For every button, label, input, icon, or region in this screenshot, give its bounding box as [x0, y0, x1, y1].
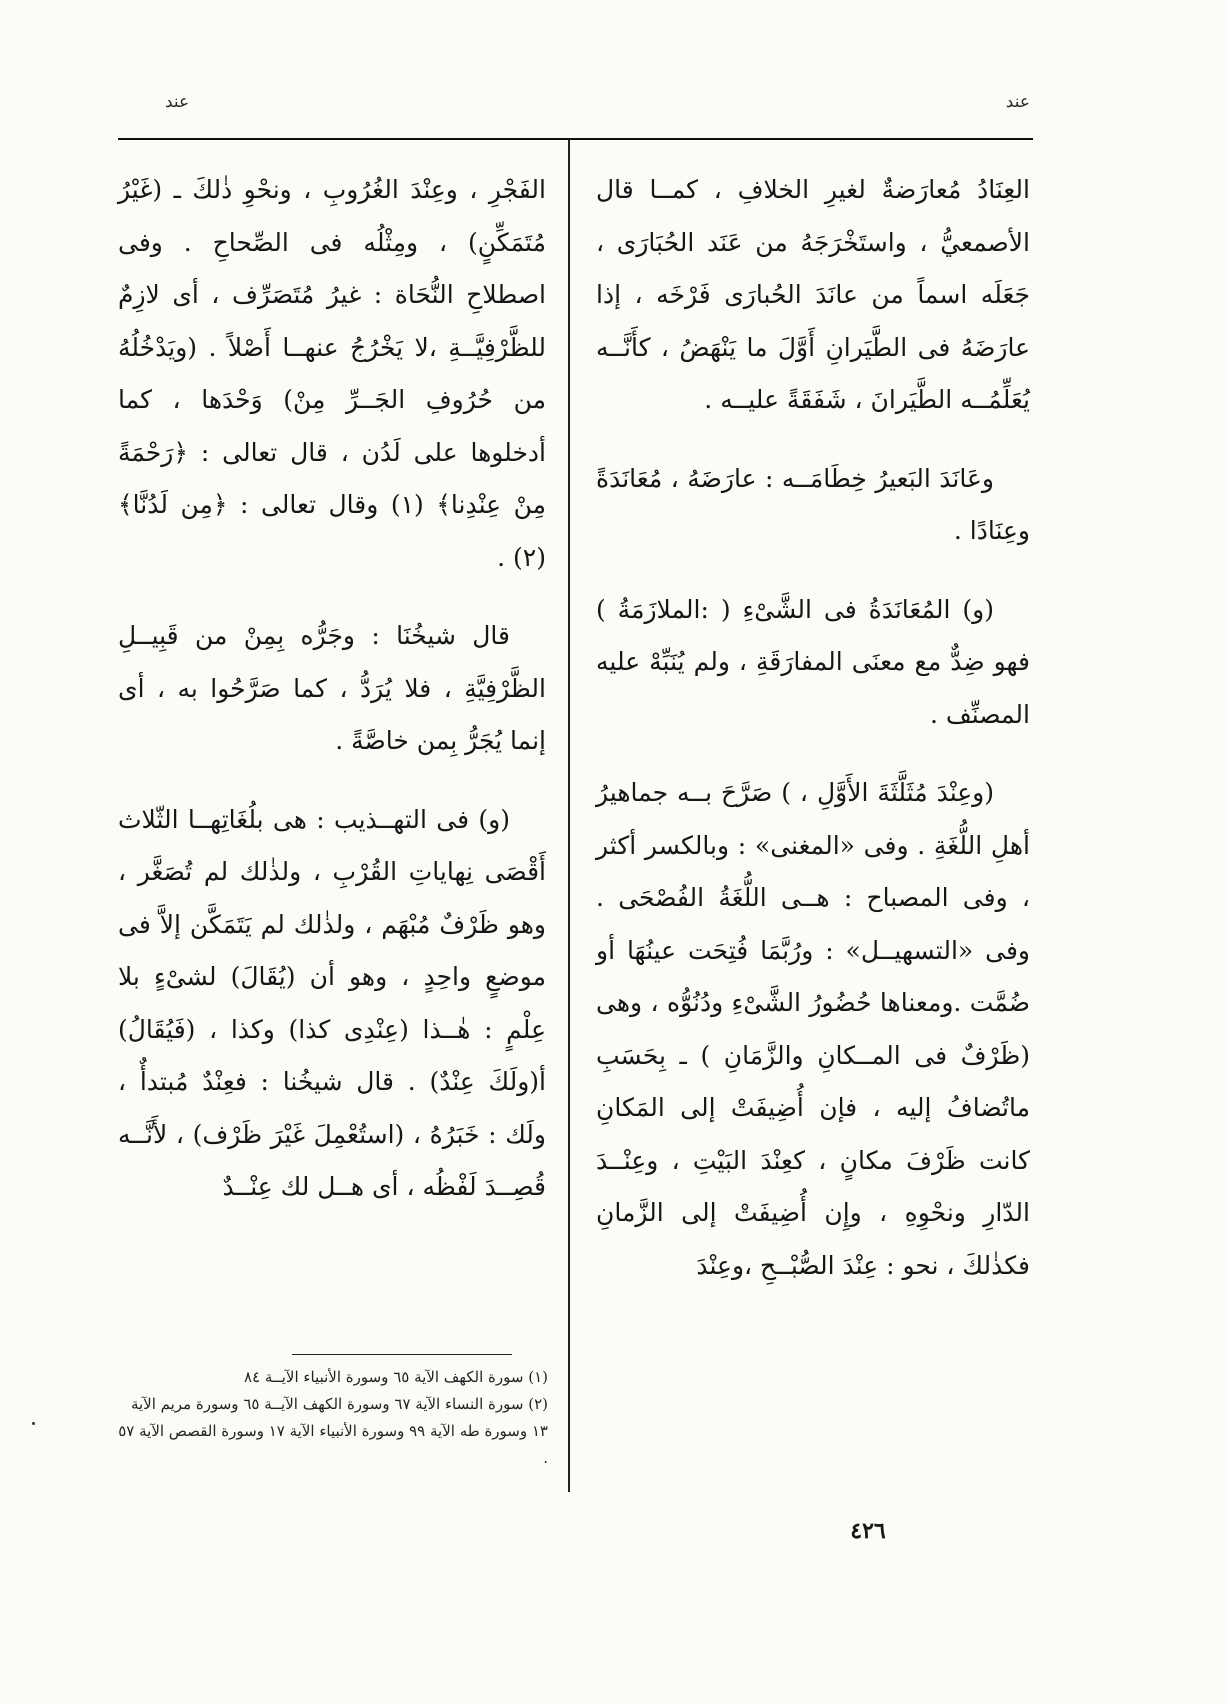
column-separator — [568, 140, 570, 1492]
right-paragraph-1: العِنَادُ مُعارَضةٌ لغيرِ الخلافِ ، كمــا قال الأصمعيُّ ، واستَخْرَجَهُ من عَنَد الحُبَارَى ، جَعَلَه اسماً من عانَدَ الحُبارَى فَرْخَه ، إذا عارَضَهُ فى الطَّيَرانِ أَوَّلَ ما يَنْهَضُ ، كأَنَّــه يُعَلِّمُــه الطَّيَرانَ ، شَفَقَةً عليــه . — [596, 175, 1030, 414]
page-number: ٤٢٦ — [850, 1518, 886, 1544]
scan-speck — [32, 1422, 35, 1425]
header-word-left: عند — [165, 92, 190, 112]
footnote-1: (١) سورة الكهف الآية ٦٥ وسورة الأنبياء الآيــة ٨٤ — [244, 1368, 548, 1386]
right-column — [596, 164, 1030, 1292]
left-paragraph-1: الفَجْرِ ، وعِنْدَ الغُرُوبِ ، ونحْوِ ذٰلكَ ـ (غَيْرُ مُتَمَكِّنٍ) ، ومِثْلُه فى الصِّحاحِ . وفى اصطلاحِ النُّحَاة : غيرُ مُتَصَرِّف ، أى لازِمٌ للظَّرْفِيَّــةِ ،لا يَخْرُجُ عنهــا أَصْلاً . (ويَدْخُلُهُ من حُرُوفِ الجَــرِّ مِنْ) وَحْدَها ، كما أدخلوها على لَدُن ، قال تعالى : ﴿رَحْمَةً مِنْ عِنْدِنا﴾ (١) وقال تعالى : ﴿مِن لَدُنَّا﴾ (٢) . — [118, 175, 546, 572]
footnote-rule — [292, 1354, 512, 1355]
running-header — [165, 92, 1030, 120]
left-paragraph-3: (و) فى التهــذيب : هى بلُغَاتِهــا الثّلاث أَقْصَى نِهاياتِ القُرْبِ ، ولذٰلك لم تُصَغَّر ، وهو ظَرْفٌ مُبْهَم ، ولذٰلك لم يَتَمَكَّن إلاَّ فى موضعٍ واحِدٍ ، وهو أن (يُقَالَ) لشىْءٍ بلا عِلْمٍ : هٰــذا (عِنْدِى كذا) وكذا ، (فَيُقَالُ) أ(ولَكَ عِنْدٌ) . قال شيخُنا : فعِنْدٌ مُبتدأٌ ، ولَك : خَبَرُهُ ، (استُعْمِلَ غَيْرَ ظَرْف) ، لأَنَّــه قُصِــدَ لَفْظُه ، أى هــل لك عِنْــدٌ — [118, 804, 546, 1201]
header-rule — [118, 138, 1033, 140]
footnotes — [118, 1364, 548, 1472]
right-paragraph-3: (و) المُعَانَدَةُ فى الشَّىْءِ ( :الملازَمَةُ ) فهو ضِدٌّ مع معنَى المفارَقَةِ ، ولم يُنَبِّهْ عليه المصنِّف . — [596, 594, 1030, 729]
left-column — [118, 164, 546, 1214]
right-paragraph-4: (وعِنْدَ مُثَلَّثَةَ الأَوَّلِ ، ) صَرَّحَ بــه جماهيرُ أهلِ اللُّغَةِ . وفى «المغنى» : وبالكسر أكثر ، وفى المصباح : هــى اللُّغَةُ الفُصْحَى . وفى «التسهيــل» : ورُبَّمَا فُتِحَت عينُهَا أو ضُمَّت .ومعناها حُضُورُ الشَّىْءِ ودُنُوُّه ، وهى (ظَرْفٌ فى المــكانِ والزَّمَانِ ) ـ بِحَسَبِ ماتُضافُ إليه ، فإن أُضِيفَتْ إلى المَكانِ كانت ظَرْفَ مكانٍ ، كعِنْدَ البَيْتِ ، وعِنْــدَ الدّارِ ونحْوِهِ ، وإِن أُضِيفَتْ إلى الزَّمانِ فكذٰلكَ ، نحو : عِنْدَ الصُّبْــحِ ،وعِنْدَ — [596, 778, 1030, 1280]
left-paragraph-2: قال شيخُنَا : وجَرُّه بِمِنْ من قَبِيــلِ الظَّرْفِيَّةِ ، فلا يُرَدُّ ، كما صَرَّحُوا به ، أى إنما يُجَرُّ بِمن خاصَّةً . — [118, 621, 546, 755]
header-word-right: عند — [1005, 92, 1030, 112]
footnote-2: (٢) سورة النساء الآية ٦٧ وسورة الكهف الآيــة ٦٥ وسورة مريم الآية ١٣ وسورة طه الآية ٩٩ وسورة الأنبياء الآية ١٧ وسورة القصص الآية ٥٧ . — [118, 1395, 548, 1467]
right-paragraph-2: وعَانَدَ البَعيرُ خِطَامَــه : عارَضَهُ ، مُعَانَدَةً وعِنَادًا . — [596, 463, 1030, 545]
